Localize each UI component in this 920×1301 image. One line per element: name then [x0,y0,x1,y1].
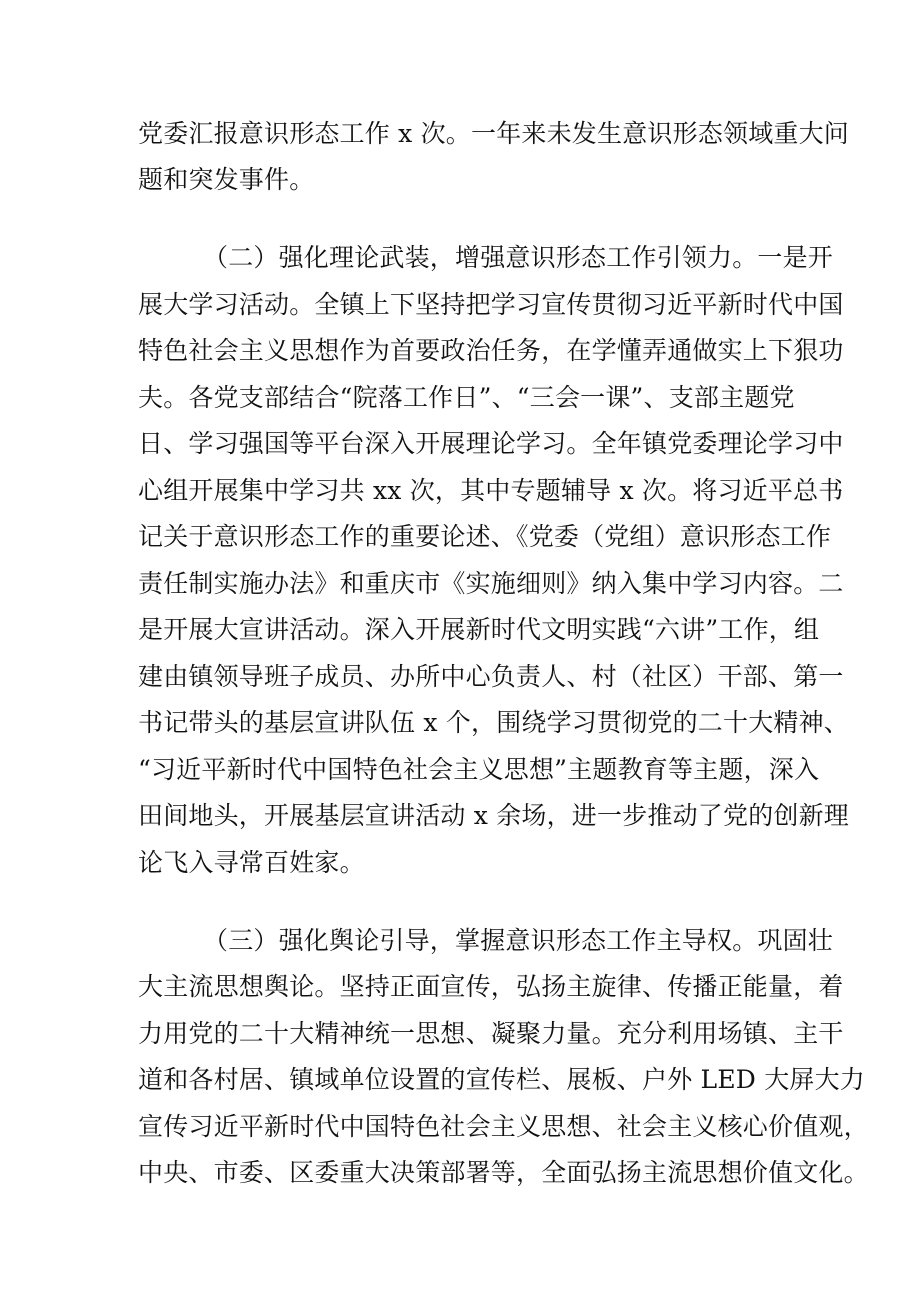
paragraph-2-line-12: “习近平新时代中国特色社会主义思想”主题教育等主题，深入 [138,755,820,784]
paragraph-2-line-10: 建由镇领导班子成员、办所中心负责人、村（社区）干部、第一 [138,662,844,691]
paragraph-2-line-4: 夫。各党支部结合“院落工作日”、“三会一课”、支部主题党 [138,383,795,412]
paragraph-2-line-14: 论飞入寻常百姓家。 [138,848,365,877]
paragraph-2-line-5: 日、学习强国等平台深入开展理论学习。全年镇党委理论学习中 [138,429,844,458]
paragraph-2-line-7: 记关于意识形态工作的重要论述、《党委（党组）意识形态工作 [138,522,832,551]
paragraph-3-line-6: 中央、市委、区委重大决策部署等，全面弘扬主流思想价值文化。 [138,1158,869,1187]
paragraph-3-line-1: （三）强化舆论引导，掌握意识形态工作主导权。巩固壮 [203,926,834,955]
paragraph-3-line-4: 道和各村居、镇域单位设置的宣传栏、展板、户外 LED 大屏大力 [138,1065,865,1094]
paragraph-2-line-3: 特色社会主义思想作为首要政治任务，在学懂弄通做实上下狠功 [138,336,844,365]
paragraph-2-line-1: （二）强化理论武装，增强意识形态工作引领力。一是开 [203,243,834,272]
paragraph-3-line-2: 大主流思想舆论。坚持正面宣传，弘扬主旋律、传播正能量，着 [138,972,844,1001]
paragraph-3-line-5: 宣传习近平新时代中国特色社会主义思想、社会主义核心价值观， [138,1112,869,1141]
paragraph-2-line-2: 展大学习活动。全镇上下坚持把学习宣传贯彻习近平新时代中国 [138,290,844,319]
paragraph-1-line-2: 题和突发事件。 [138,165,315,194]
paragraph-2-line-8: 责任制实施办法》和重庆市《实施细则》纳入集中学习内容。二 [138,569,844,598]
paragraph-1-line-1: 党委汇报意识形态工作 x 次。一年来未发生意识形态领域重大问 [138,119,849,148]
paragraph-2-line-9: 是开展大宣讲活动。深入开展新时代文明实践“六讲”工作，组 [138,615,820,644]
paragraph-2-line-13: 田间地头，开展基层宣讲活动 x 余场，进一步推动了党的创新理 [138,801,849,830]
paragraph-2-line-11: 书记带头的基层宣讲队伍 x 个，围绕学习贯彻党的二十大精神、 [138,708,849,737]
paragraph-3-line-3: 力用党的二十大精神统一思想、凝聚力量。充分利用场镇、主干 [138,1019,844,1048]
paragraph-2-line-6: 心组开展集中学习共 xx 次，其中专题辅导 x 次。将习近平总书 [138,476,844,505]
